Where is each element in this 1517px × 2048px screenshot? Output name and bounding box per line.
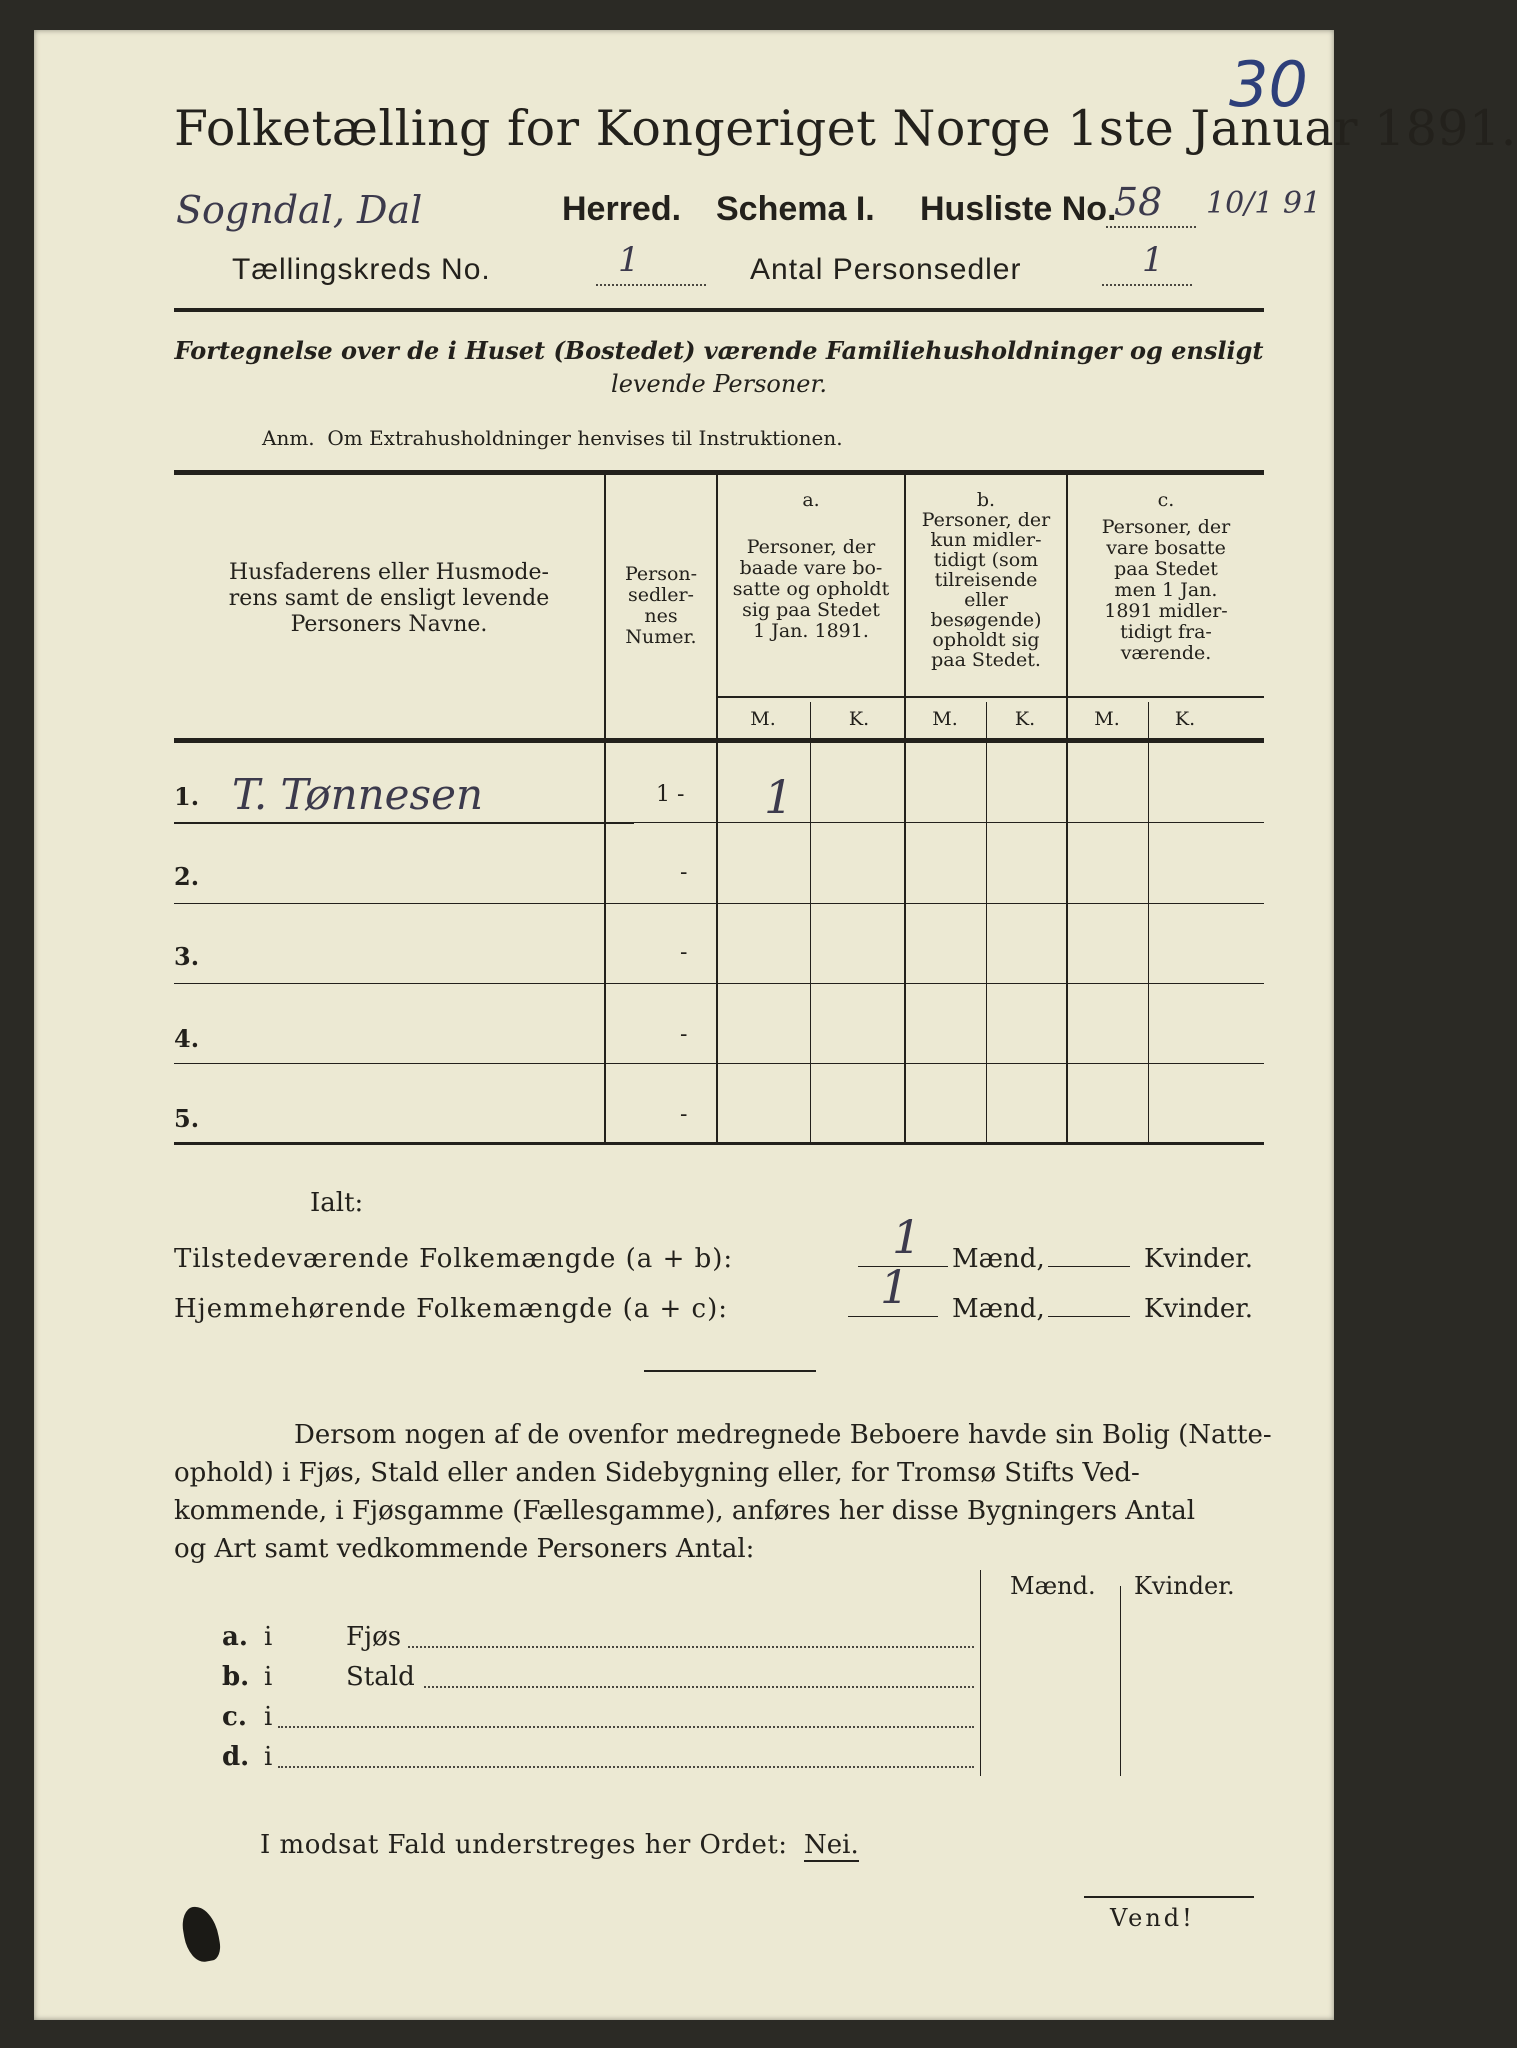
form-title: Folketælling for Kongeriget Norge 1ste Januar 1891. [174,100,1517,157]
hjemme-value: 1 [880,1260,910,1314]
c-m-label: M. [1094,708,1120,730]
ialt-label: Ialt: [310,1188,364,1218]
col-a-header: a. Personer, der baade vare bo- satte og opholdt sig paa Stedet 1 Jan. 1891. [732,489,890,642]
hjemme-label: Hjemmehørende Folkemængde (a + c): [174,1294,728,1324]
c-k-label: K. [1174,708,1196,730]
tilst-value: 1 [892,1210,922,1264]
a-m-label: M. [750,708,776,730]
row-name: T. Tønnesen [232,770,483,819]
row-num: - [680,1022,688,1047]
modsat-label: I modsat Fald understreges her Ordet: [260,1830,788,1860]
row-num: - [680,1102,688,1127]
husliste-value: 58 [1114,180,1163,224]
b-m-label: M. [932,708,958,730]
maend-header: Mænd. [1010,1572,1096,1600]
intro-line-2: levende Personer. [611,370,827,398]
hjemme-maend: Mænd, [952,1294,1045,1324]
kreds-label: Tællingskreds No. [232,253,491,286]
anm-note: Anm. Om Extrahusholdninger henvises til Instruktionen. [262,426,843,450]
date-note: 10/1 91 [1206,186,1322,221]
husliste-label: Husliste No. [920,190,1117,228]
herred-value: Sogndal, Dal [176,188,423,232]
herred-label: Herred. [562,190,682,228]
col-c-header: c. Personer, der vare bosatte paa Stedet men 1 Jan. 1891 midler- tidigt fra- værende. [1101,489,1231,664]
kreds-value: 1 [618,240,640,280]
census-form-page: 30 Folketælling for Kongeriget Norge 1ste Januar 1891. Sogndal, Dal Herred. Schema I. Husliste No. 58 10/1 91 Tællingskreds No. 1 Antal Personsedler 1 Fortegnelse over de i Huset (Bostedet) værende Familiehusholdninger og ensligt levende Personer. Anm. Om Extrahusholdninger henvises til Instruktionen. Husfaderens eller Husmode- rens samt de ensligt levende Personers Navne. Person- sedler- nes Numer. a. Personer, der baade vare bo- satte og opholdt sig paa Stedet 1 Jan. 1891. b. Personer, der kun midler- tidigt (som tilreisende eller besøgende) opholdt sig paa Stedet. c. Personer, der vare bosatte paa Stedet men 1 Jan. 1891 midler- tidigt fra- værende. M. K. M. K. M. K. 1. T. Tønnesen 1 - 1 2. - 3. - 4. - 5. - Ialt: Tilstedeværende Folkemængde (a + b): 1 Mænd, Kvinder. Hjemmehørende Folkemængde (a + c): 1 Mænd, Kvinder. Dersom nogen af de ovenfor medregnede Beboere havde sin Bolig (Natte- ophold) i Fjøs, Stald eller anden Sidebygning eller, for Tromsø Stifts Ved- kommende, i Fjøsgamme (Fællesgamme), anføres her disse Bygningers Antal og Art samt vedkommende Personers Antal: Mænd. Kvinder. a. i Fjøs b. i Stald c. i d. i I modsat Fald understreges her Ordet: Nei. Vend! [34,30,1334,2020]
kvinder-header: Kvinder. [1134,1572,1235,1600]
outbuildings-paragraph: Dersom nogen af de ovenfor medregnede Beboere havde sin Bolig (Natte- ophold) i Fjøs, Stald eller anden Sidebygning eller, for Tromsø Stifts Ved- kommende, i Fjøsgamme (Fællesgamme), anføres her disse Bygningers Antal og Art samt vedkommende Personers Antal: [174,1420,1272,1564]
tilst-maend: Mænd, [952,1244,1045,1274]
col-num-header: Person- sedler- nes Numer. [624,563,698,648]
intro-line-1: Fortegnelse over de i Huset (Bostedet) værende Familiehusholdninger og ensligt [174,336,1264,365]
page-stamp: 30 [1229,48,1308,121]
vend-label: Vend! [1110,1904,1195,1932]
row-num: 1 - [656,782,685,807]
tilst-kvinder: Kvinder. [1144,1244,1254,1274]
row-num: - [680,940,688,965]
hjemme-kvinder: Kvinder. [1144,1294,1254,1324]
personsedler-label: Antal Personsedler [750,253,1022,286]
row-a-m: 1 [764,770,794,824]
row-num: - [680,860,688,885]
col-name-header: Husfaderens eller Husmode- rens samt de ensligt levende Personers Navne. [228,560,550,637]
personsedler-value: 1 [1142,240,1164,280]
b-k-label: K. [1014,708,1036,730]
tilst-label: Tilstedeværende Folkemængde (a + b): [174,1244,734,1274]
nei-word: Nei. [804,1830,859,1860]
ink-blot [179,1903,222,1964]
schema-label: Schema I. [716,190,875,228]
a-k-label: K. [848,708,870,730]
col-b-header: b. Personer, der kun midler- tidigt (som tilreisende eller besøgende) opholdt sig paa Stedet. [921,489,1051,671]
